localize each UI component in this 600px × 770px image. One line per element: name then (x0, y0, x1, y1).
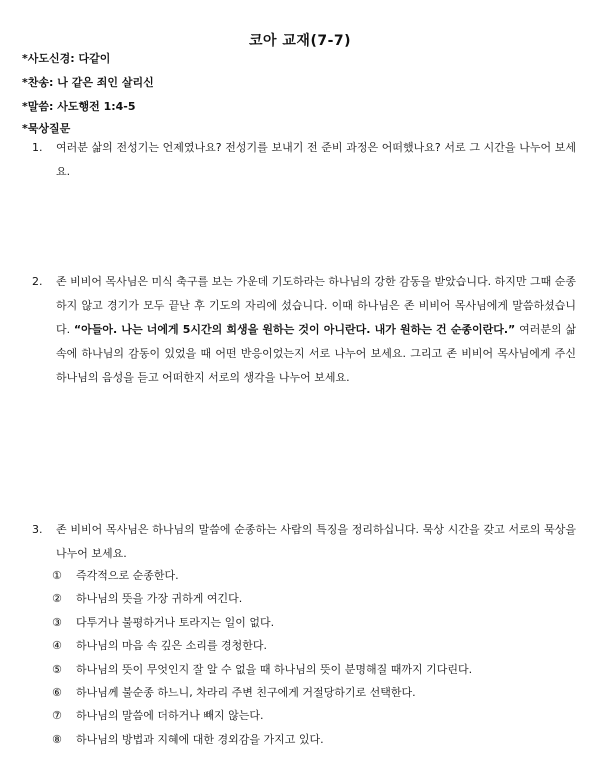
question-text (56, 270, 576, 390)
question-quote: “아들아. 나는 너에게 5시간의 희생을 원하는 것이 아니란다. 내가 원하는 건 순종이란다.” (73, 323, 516, 336)
question-text: 여러분 삶의 전성기는 언제였나요? 전성기를 보내기 전 준비 과정은 어떠했나요? 서로 그 시간을 나누어 보세요. (56, 141, 576, 178)
question-number: 1. (32, 141, 43, 154)
page-title: 코아 교재(7-7) (248, 33, 352, 49)
question-number: 3. (32, 523, 43, 536)
list-item (52, 658, 572, 681)
scripture-line: *말씀: 사도행전 1:4-5 (22, 100, 136, 113)
list-item-marker: ⑤ (52, 662, 62, 676)
question-2 (22, 270, 578, 420)
list-item-marker: ⑧ (52, 732, 62, 746)
list-item-text: 하나님께 불순종 하느니, 차라리 주변 친구에게 거절당하기로 선택한다. (76, 685, 416, 699)
question-text-intro: 존 비비어 목사님은 미식 축구를 보는 가운데 기도하라는 하나님의 강한 감동을 받았습니다. 하지만 그때 순종하지 않고 경기가 모두 끝난 후 기도의 자리에 섰습니다. 이때 하나님은 존 비비어 목사님에게 말씀하셨습니다. (56, 275, 576, 336)
list-item (52, 704, 572, 727)
list-item-text: 다투거나 불평하거나 토라지는 일이 없다. (76, 615, 275, 629)
questions-heading: *묵상질문 (22, 122, 71, 135)
list-item-marker: ④ (52, 639, 62, 653)
question-number: 2. (32, 275, 43, 288)
list-item (52, 587, 572, 610)
list-item-marker: ⑥ (52, 685, 62, 699)
question-1 (22, 136, 578, 196)
list-item (52, 681, 572, 704)
list-item-text: 하나님의 방법과 지혜에 대한 경외감을 가지고 있다. (76, 732, 324, 746)
list-item-text: 하나님의 뜻을 가장 귀하게 여긴다. (76, 592, 243, 606)
list-item-marker: ② (52, 592, 62, 606)
hymn-line: *찬송: 나 같은 죄인 살리신 (22, 76, 154, 89)
obedience-traits-list (52, 564, 572, 751)
list-item (52, 634, 572, 657)
question-3 (22, 518, 578, 568)
list-item-text: 하나님의 말씀에 더하거나 빼지 않는다. (76, 709, 264, 723)
question-text: 존 비비어 목사님은 하나님의 말씀에 순종하는 사람의 특징을 정리하십니다. 묵상 시간을 갖고 서로의 묵상을 나누어 보세요. (56, 523, 576, 560)
list-item-marker: ⑦ (52, 709, 62, 723)
list-item (52, 611, 572, 634)
list-item (52, 728, 572, 751)
list-item-marker: ③ (52, 615, 62, 629)
list-item-text: 즉각적으로 순종한다. (76, 569, 179, 582)
list-item (52, 564, 572, 587)
creed-line: *사도신경: 다같이 (22, 52, 111, 65)
list-item-text: 하나님의 뜻이 무엇인지 잘 알 수 없을 때 하나님의 뜻이 분명해질 때까지 기다린다. (76, 662, 473, 676)
question-text-outro: 여러분의 삶 속에 하나님의 감동이 있었을 때 어떤 반응이었는지 서로 나누어 보세요. 그리고 존 비비어 목사님에게 주신 하나님의 음성을 듣고 어떠한지 서로의 생각을 나누어 보세요. (56, 323, 577, 384)
list-item-text: 하나님의 마음 속 깊은 소리를 경청한다. (76, 639, 267, 653)
list-item-marker: ① (52, 569, 62, 582)
